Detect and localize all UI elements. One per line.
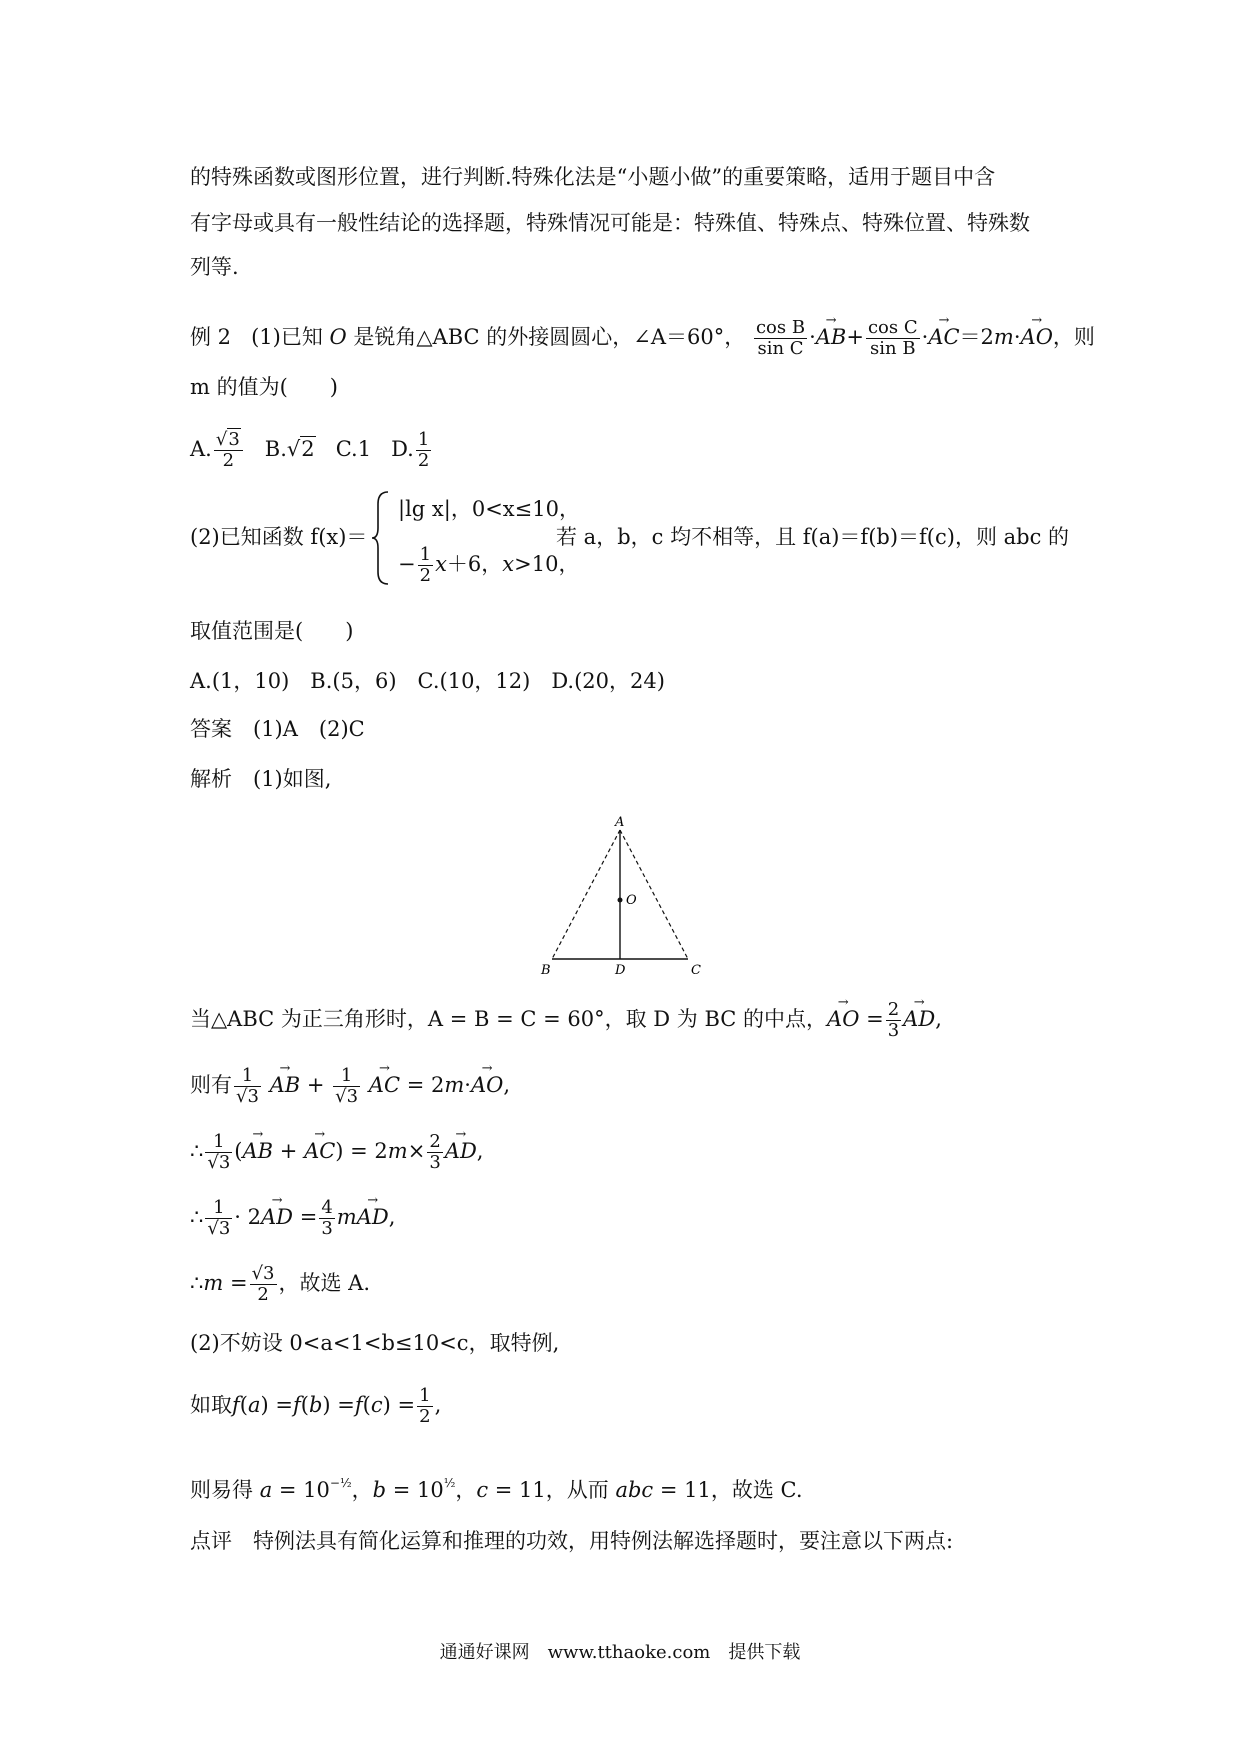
solution-line-1: 当△ABC 为正三角形时，A = B = C = 60°，取 D 为 BC 的中点，→ AO = $\frac{2}{3}$ → AD, [190, 1000, 942, 1041]
label-O: O [626, 893, 637, 908]
example-2-question-1-cont: m 的值为( ) [190, 375, 338, 399]
label-C: C [691, 963, 701, 978]
paragraph-line-3: 列等. [190, 255, 239, 279]
options-q2: A.(1，10) B.(5，6) C.(10，12) D.(20，24) [190, 669, 665, 693]
remark-line: 点评 特例法具有简化运算和推理的功效，用特例法解选择题时，要注意以下两点: [190, 1529, 954, 1553]
paragraph-line-2: 有字母或具有一般性结论的选择题，特殊情况可能是：特殊值、特殊点、特殊位置、特殊数 [190, 211, 1030, 235]
solution-part-2-line-1: (2)不妨设 0<a<1<b≤10<c，取特例, [190, 1331, 560, 1355]
piecewise-case-1: |lg x|，0<x≤10， [398, 497, 580, 521]
triangle-figure [535, 814, 715, 979]
paragraph-line-1: 的特殊函数或图形位置，进行判断.特殊化法是“小题小做”的重要策略，适用于题目中含 [190, 165, 996, 189]
fraction-cosB-sinC: $\frac{\text{cos B}}{\text{sin C}}$ [755, 317, 806, 359]
solution-line-5: ∴m = $\frac{√3}{2}$ ，故选 A. [190, 1263, 371, 1305]
example-2-question-2-cont: 取值范围是( ) [190, 619, 354, 643]
answer-line: 答案 (1)A (2)C [190, 717, 365, 741]
label-A: A [615, 815, 625, 830]
example-2-question-2-condition: 若 a，b，c 均不相等，且 f(a)＝f(b)＝f(c)，则 abc 的 [556, 525, 1070, 549]
solution-line-2: 则有 $\frac{1}{√3}$ → AB + $\frac{1}{√3}$ → AC = 2m·→ AO, [190, 1066, 510, 1107]
label-B: B [541, 963, 551, 978]
solution-line-4: ∴ $\frac{1}{√3}$ · 2→ AD = $\frac{4}{3}$ m→ AD, [190, 1198, 395, 1239]
solution-line-3: ∴ $\frac{1}{√3}$ (→ AB + → AC) = 2m× $\frac{2}{3}$ → AD, [190, 1132, 483, 1173]
solution-part-2-line-3: 则易得 $a = 10^{-\frac{1}{2}}$，$b = 10^{\frac{1}{2}}$，c = 11，从而 abc = 11，故选 C. [190, 1476, 803, 1502]
page-footer: 通通好课网 www.tthaoke.com 提供下载 [439, 1642, 801, 1663]
analysis-line: 解析 (1)如图, [190, 767, 332, 791]
example-2-question-2-label: (2)已知函数 f(x)＝ [190, 525, 368, 549]
solution-part-2-line-2: 如取f(a) =f(b) =f(c) = $\frac{1}{2}$ , [190, 1385, 442, 1427]
label-D: D [615, 963, 626, 978]
options-q1: A. $\frac{√3}{2}$ B.√2 C.1 D. $\frac{1}{2}$ [190, 429, 430, 471]
piecewise-case-2: − $\frac{1}{2}$ x＋6，x>10， [398, 544, 580, 586]
fraction-cosC-sinB: $\frac{\text{cos C}}{\text{sin B}}$ [867, 317, 918, 359]
example-2-question-1: 例 2 (1)已知 O 是锐角△ABC 的外接圆圆心，∠A＝60°， $\frac{\text{cos B}}{\text{sin C}}$ ·→ AB+ $\frac{\text{cos C}}{\text{sin B}}$ ·→ AC＝2m·→ AO，则 [190, 318, 1095, 359]
piecewise-brace [370, 490, 392, 586]
